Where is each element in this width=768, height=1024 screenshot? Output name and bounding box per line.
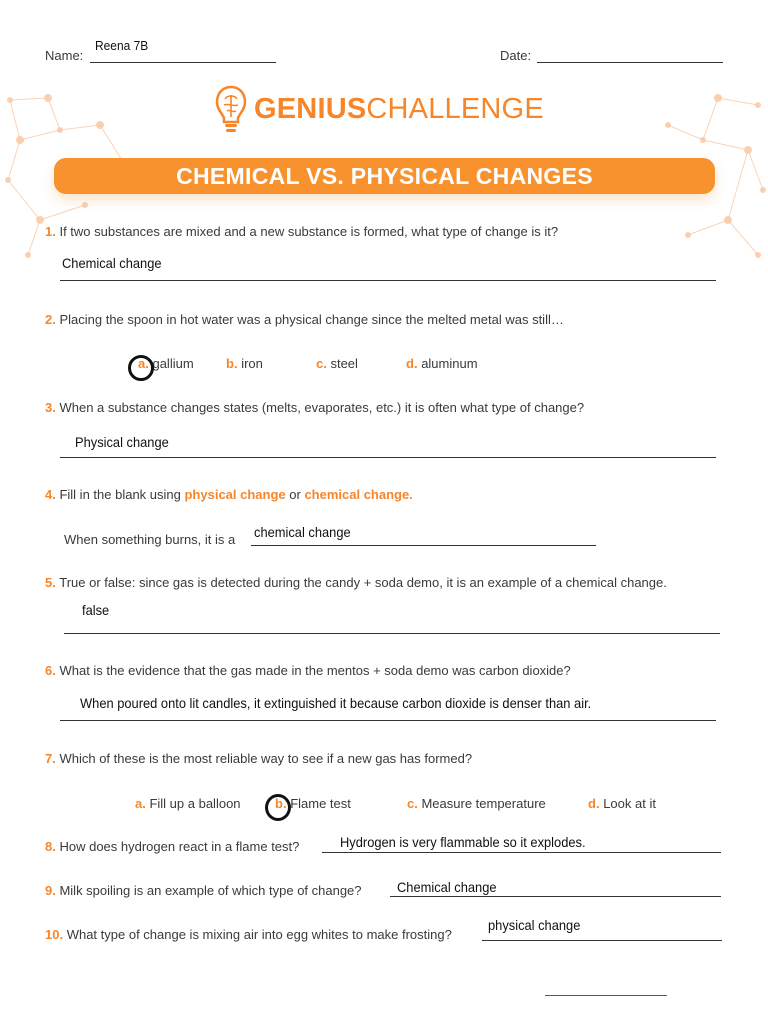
option-chemical: chemical change. bbox=[304, 487, 413, 502]
choice-7d[interactable] bbox=[588, 796, 656, 811]
choice-2b[interactable] bbox=[226, 356, 263, 371]
logo-bold: GENIUS bbox=[254, 93, 367, 125]
answer-line-3 bbox=[60, 457, 716, 458]
fill-blank-prompt: When something burns, it is a bbox=[64, 532, 236, 547]
choice-key: a. bbox=[138, 356, 149, 371]
logo-wordmark bbox=[254, 93, 544, 126]
question-number: 10. bbox=[45, 927, 64, 942]
question-text: If two substances are mixed and a new substance is formed, what type of change is it? bbox=[59, 224, 559, 239]
answer-line-9 bbox=[390, 896, 721, 897]
question-text: What is the evidence that the gas made in the mentos + soda demo was carbon dioxide? bbox=[59, 663, 571, 678]
lightbulb-brain-icon bbox=[215, 84, 247, 136]
selected-answer-circle bbox=[128, 355, 154, 381]
choice-label: iron bbox=[241, 356, 263, 371]
choice-2d[interactable] bbox=[406, 356, 478, 371]
answer-5[interactable]: false bbox=[82, 602, 110, 618]
choice-label: Flame test bbox=[290, 796, 351, 811]
question-text: What type of change is mixing air into egg whites to make frosting? bbox=[66, 927, 452, 942]
question-text: Placing the spoon in hot water was a physical change since the melted metal was still… bbox=[59, 312, 564, 327]
choice-label: Measure temperature bbox=[421, 796, 546, 811]
question-text: True or false: since gas is detected during the candy + soda demo, it is an example of a chemical change. bbox=[59, 575, 667, 590]
choice-label: gallium bbox=[152, 356, 194, 371]
question-text-mid: or bbox=[285, 487, 305, 502]
answer-line-5 bbox=[64, 633, 720, 634]
question-text: Which of these is the most reliable way to see if a new gas has formed? bbox=[59, 751, 473, 766]
question-number: 6. bbox=[45, 663, 56, 678]
question-8 bbox=[45, 839, 299, 854]
choice-2c[interactable] bbox=[316, 356, 358, 371]
choice-key: c. bbox=[407, 796, 418, 811]
question-5 bbox=[45, 575, 667, 590]
answer-8[interactable]: Hydrogen is very flammable so it explodes. bbox=[340, 834, 586, 850]
question-6 bbox=[45, 663, 571, 678]
question-text-prefix: Fill in the blank using bbox=[59, 487, 185, 502]
title-banner bbox=[54, 158, 715, 194]
selected-answer-circle bbox=[265, 794, 291, 821]
answer-6[interactable]: When poured onto lit candles, it extinguished it because carbon dioxide is denser than air. bbox=[80, 695, 592, 711]
choice-7a[interactable] bbox=[135, 796, 241, 811]
choice-key: b. bbox=[226, 356, 238, 371]
choice-label: Fill up a balloon bbox=[149, 796, 241, 811]
option-physical: physical change bbox=[184, 487, 286, 502]
choice-label: steel bbox=[330, 356, 358, 371]
choice-label: Look at it bbox=[603, 796, 656, 811]
name-line bbox=[90, 62, 276, 63]
question-number: 3. bbox=[45, 400, 56, 415]
answer-line-4 bbox=[251, 545, 596, 546]
choice-key: d. bbox=[588, 796, 600, 811]
question-number: 2. bbox=[45, 312, 56, 327]
answer-line-6 bbox=[60, 720, 716, 721]
question-text: Milk spoiling is an example of which type of change? bbox=[59, 883, 362, 898]
choice-key: a. bbox=[135, 796, 146, 811]
answer-4[interactable]: chemical change bbox=[254, 524, 351, 540]
question-number: 8. bbox=[45, 839, 56, 854]
choice-key: b. bbox=[275, 796, 287, 811]
question-2 bbox=[45, 312, 564, 327]
name-value: Reena 7B bbox=[95, 38, 149, 53]
choice-label: aluminum bbox=[421, 356, 478, 371]
answer-9[interactable]: Chemical change bbox=[397, 879, 497, 895]
question-text: When a substance changes states (melts, evaporates, etc.) it is often what type of change? bbox=[59, 400, 585, 415]
footer-link-underline bbox=[545, 995, 667, 996]
question-number: 5. bbox=[45, 575, 56, 590]
question-number: 9. bbox=[45, 883, 56, 898]
question-9 bbox=[45, 883, 362, 898]
logo-light: CHALLENGE bbox=[366, 93, 544, 125]
question-10 bbox=[45, 927, 452, 942]
question-number: 1. bbox=[45, 224, 56, 239]
name-label: Name: bbox=[45, 48, 84, 63]
question-text: How does hydrogen react in a flame test? bbox=[59, 839, 300, 854]
choice-key: c. bbox=[316, 356, 327, 371]
answer-line-10 bbox=[482, 940, 722, 941]
page-title: CHEMICAL VS. PHYSICAL CHANGES bbox=[176, 162, 593, 189]
question-4 bbox=[45, 487, 413, 502]
question-1 bbox=[45, 224, 558, 239]
choice-7c[interactable] bbox=[407, 796, 546, 811]
question-3 bbox=[45, 400, 584, 415]
answer-10[interactable]: physical change bbox=[488, 917, 581, 933]
date-label: Date: bbox=[500, 48, 532, 63]
answer-1[interactable]: Chemical change bbox=[62, 255, 162, 271]
answer-3[interactable]: Physical change bbox=[75, 434, 169, 450]
choice-key: d. bbox=[406, 356, 418, 371]
answer-line-8 bbox=[322, 852, 721, 853]
date-line bbox=[537, 62, 723, 63]
question-number: 7. bbox=[45, 751, 56, 766]
question-7 bbox=[45, 751, 472, 766]
question-number: 4. bbox=[45, 487, 56, 502]
answer-line-1 bbox=[60, 280, 716, 281]
